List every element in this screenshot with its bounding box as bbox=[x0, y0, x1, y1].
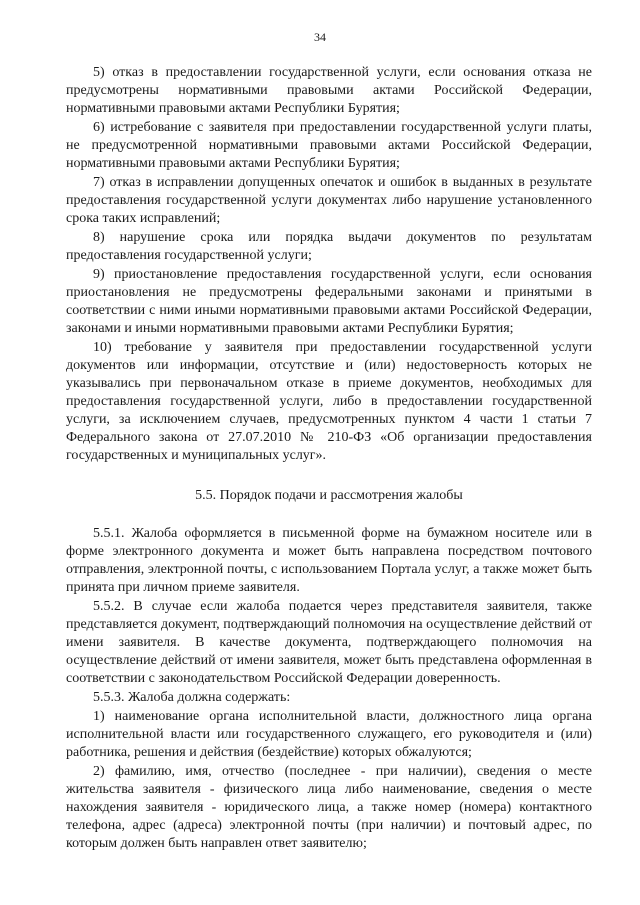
page-number: 34 bbox=[314, 30, 326, 44]
section-heading: 5.5. Порядок подачи и рассмотрения жалобы bbox=[195, 488, 463, 503]
paragraph-subitem-2: 2) фамилию, имя, отчество (последнее - при наличии), сведения о месте жительства заявителя - физического лица либо наименование, сведения о месте нахождения заявителя - юридического лица, а также номер (номера) контактного телефона, адрес (адреса) электронной почты (при наличии) и почтовый адрес, по которым должен быть направлен ответ заявителю; bbox=[66, 764, 592, 851]
paragraph-subitem-1: 1) наименование органа исполнительной власти, должностного лица органа исполнительной власти или государственного служащего, его руководителя и (или) работника, решения и действия (бездействие) которых обжалуются; bbox=[66, 709, 592, 760]
paragraph-item-6: 6) истребование с заявителя при предоставлении государственной услуги платы, не предусмотренной нормативными правовыми актами Российской Федерации, нормативными правовыми актами Республики Бурятия; bbox=[66, 120, 592, 171]
paragraph-item-9: 9) приостановление предоставления государственной услуги, если основания приостановления не предусмотрены федеральными законами и принятыми в соответствии с ними иными нормативными правовыми актами Российской Федерации, законами и иными нормативными правовыми актами Республики Бурятия; bbox=[66, 267, 592, 336]
paragraph-5-5-3: 5.5.3. Жалоба должна содержать: bbox=[93, 690, 291, 705]
paragraph-5-5-1: 5.5.1. Жалоба оформляется в письменной форме на бумажном носителе или в форме электронного документа и может быть направлена посредством почтового отправления, электронной почты, с использованием Портала услуг, а также может быть принята при личном приеме заявителя. bbox=[66, 526, 592, 595]
paragraph-item-5: 5) отказ в предоставлении государственной услуги, если основания отказа не предусмотрены нормативными правовыми актами Российской Федерации, нормативными правовыми актами Республики Бурятия; bbox=[66, 65, 592, 116]
paragraph-item-8: 8) нарушение срока или порядка выдачи документов по результатам предоставления государственной услуги; bbox=[66, 230, 592, 263]
paragraph-item-10: 10) требование у заявителя при предоставлении государственной услуги документов или информации, отсутствие и (или) недостоверность которых не указывались при первоначальном отказе в приеме документов, необходимых для предоставления государственной услуги, либо в предоставлении государственной услуги, за исключением случаев, предусмотренных пунктом 4 части 1 статьи 7 Федерального закона от 27.07.2010 № 210-ФЗ «Об организации предоставления государственных и муниципальных услуг». bbox=[66, 340, 592, 463]
paragraph-5-5-2: 5.5.2. В случае если жалоба подается через представителя заявителя, также представляется документ, подтверждающий полномочия на осуществление действий от имени заявителя. В качестве документа, подтверждающего полномочия на осуществление действий от имени заявителя, может быть представлена оформленная в соответствии с законодательством Российской Федерации доверенность. bbox=[66, 599, 592, 686]
document-body bbox=[66, 64, 592, 854]
paragraph-item-7: 7) отказ в исправлении допущенных опечаток и ошибок в выданных в результате предоставления государственной услуги документах либо нарушение установленного срока таких исправлений; bbox=[66, 175, 592, 226]
